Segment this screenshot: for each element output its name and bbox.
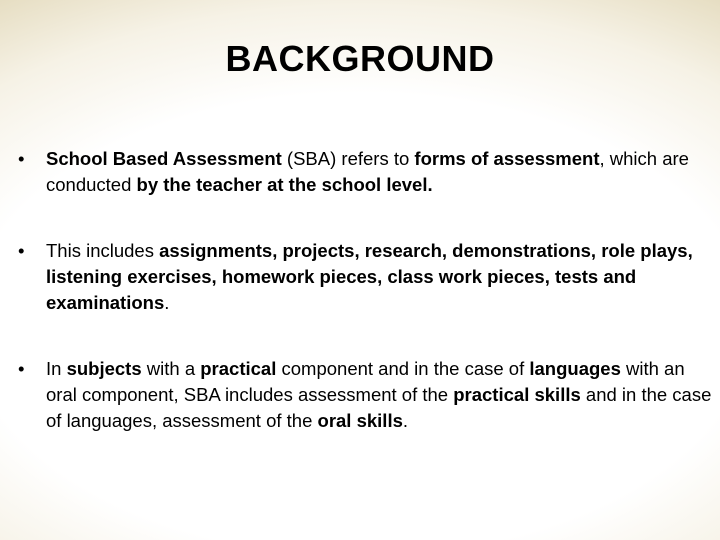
bullet-list [18,146,714,474]
bullet-text-bold: oral skills [317,410,403,431]
bullet-text: . [402,410,409,431]
bullet-text: (SBA) refers to [281,148,415,169]
bullet-text: , which are conducted [46,148,689,195]
bullet-marker: • [18,358,25,379]
bullet-text: This includes [46,240,160,261]
bullet-text-bold: practical [200,358,277,379]
bullet-text-bold: assignments, projects, research, demonstrations, role plays, listening exercises, homework pieces, class work pieces, tests and examinations [46,240,693,313]
bullet-text: and in the case of languages, assessment of the [46,384,712,431]
bullet-text: with an oral component, SBA includes assessment of the [46,358,685,405]
bullet-text: with a [141,358,201,379]
bullet-marker: • [18,240,25,261]
bullet-item [18,356,714,434]
bullet-text-bold: practical skills [453,384,581,405]
bullet-text: In [46,358,67,379]
bullet-item [18,146,714,198]
bullet-text: . [164,292,170,313]
bullet-text-bold: School Based Assessment [46,148,282,169]
bullet-text-bold: forms of assessment [414,148,600,169]
bullet-text: component and in the case of [276,358,530,379]
bullet-text-bold: subjects [66,358,142,379]
bullet-text-bold: by the teacher at the school level. [136,174,433,195]
bullet-text-bold: languages [529,358,621,379]
bullet-item [18,238,714,316]
bullet-marker: • [18,148,25,169]
slide-title: BACKGROUND [225,38,495,79]
